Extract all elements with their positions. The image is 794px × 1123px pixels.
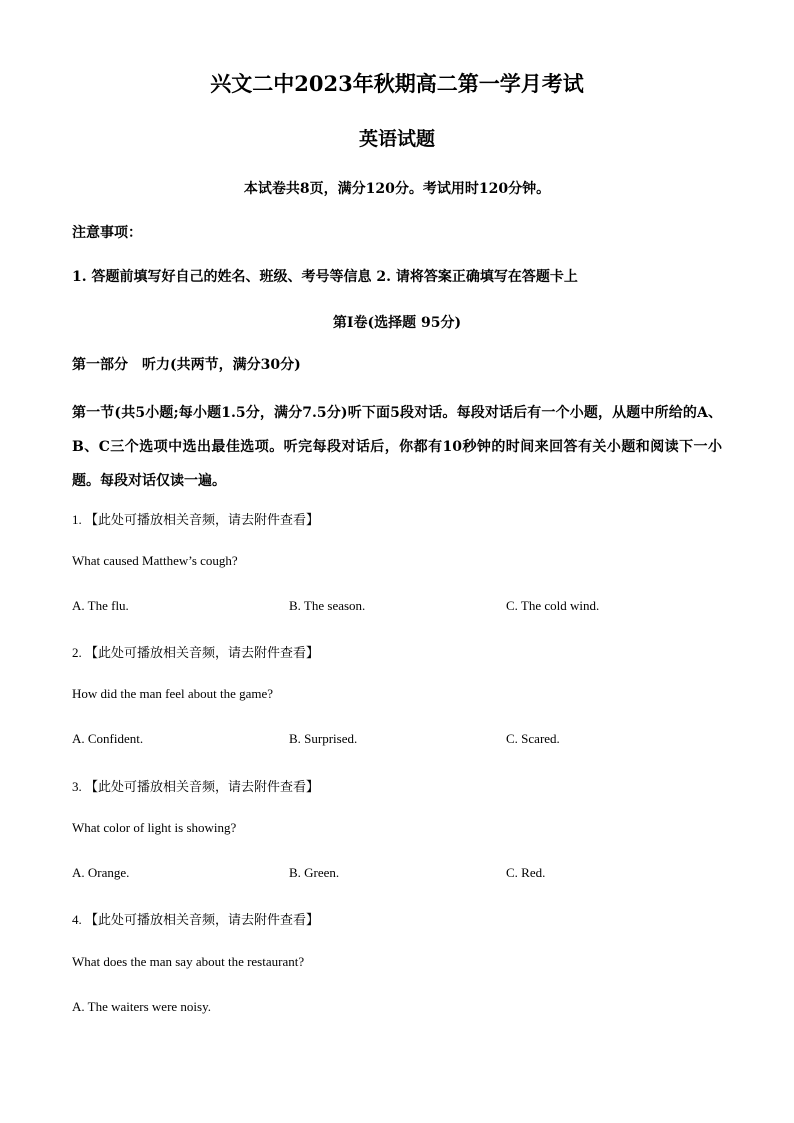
question-2-option-b: B. Surprised.: [289, 731, 358, 746]
question-4-audio-note: 4. 【此处可播放相关音频，请去附件查看】: [72, 912, 320, 927]
question-2-option-c: C. Scared.: [506, 731, 560, 746]
part-title: 第一部分 听力(共两节，满分30分): [72, 357, 301, 373]
question-3-text: What color of light is showing?: [72, 820, 237, 835]
question-3-option-b: B. Green.: [289, 865, 340, 880]
notice-heading: 注意事项：: [72, 225, 142, 241]
question-1-option-b: B. The season.: [289, 598, 366, 613]
question-2-audio-note: 2. 【此处可播放相关音频，请去附件查看】: [72, 645, 320, 660]
question-4-option-a: A. The waiters were noisy.: [72, 999, 211, 1014]
notice-items: 1. 答题前填写好自己的姓名、班级、考号等信息 2. 请将答案正确填写在答题卡上: [72, 269, 578, 285]
exam-intro: 本试卷共8页，满分120分。考试用时120分钟。: [243, 181, 551, 197]
question-3-audio-note: 3. 【此处可播放相关音频，请去附件查看】: [72, 779, 320, 794]
section-title: 第I卷(选择题 95分): [332, 315, 462, 331]
question-1-audio-note: 1. 【此处可播放相关音频，请去附件查看】: [72, 512, 320, 527]
section-instructions: 第一节(共5小题;每小题1.5分，满分7.5分)听下面5段对话。每段对话后有一个小题，从题中所给的A、B、C三个选项中选出最佳选项。听完每段对话后，你都有10秒钟的时间来回答有关小题和阅读下一小题。每段对话仅读一遍。: [72, 405, 722, 489]
question-1-option-c: C. The cold wind.: [506, 598, 600, 613]
question-2-option-a: A. Confident.: [72, 731, 144, 746]
question-3-option-c: C. Red.: [506, 865, 546, 880]
question-1-text: What caused Matthew’s cough?: [72, 553, 238, 568]
question-3-option-a: A. Orange.: [72, 865, 130, 880]
question-1-option-a: A. The flu.: [72, 598, 129, 613]
question-2-text: How did the man feel about the game?: [72, 686, 274, 701]
exam-title: 兴文二中2023年秋期高二第一学月考试: [210, 71, 584, 96]
subject-title: 英语试题: [358, 128, 435, 150]
question-4-text: What does the man say about the restaurant?: [72, 954, 305, 969]
